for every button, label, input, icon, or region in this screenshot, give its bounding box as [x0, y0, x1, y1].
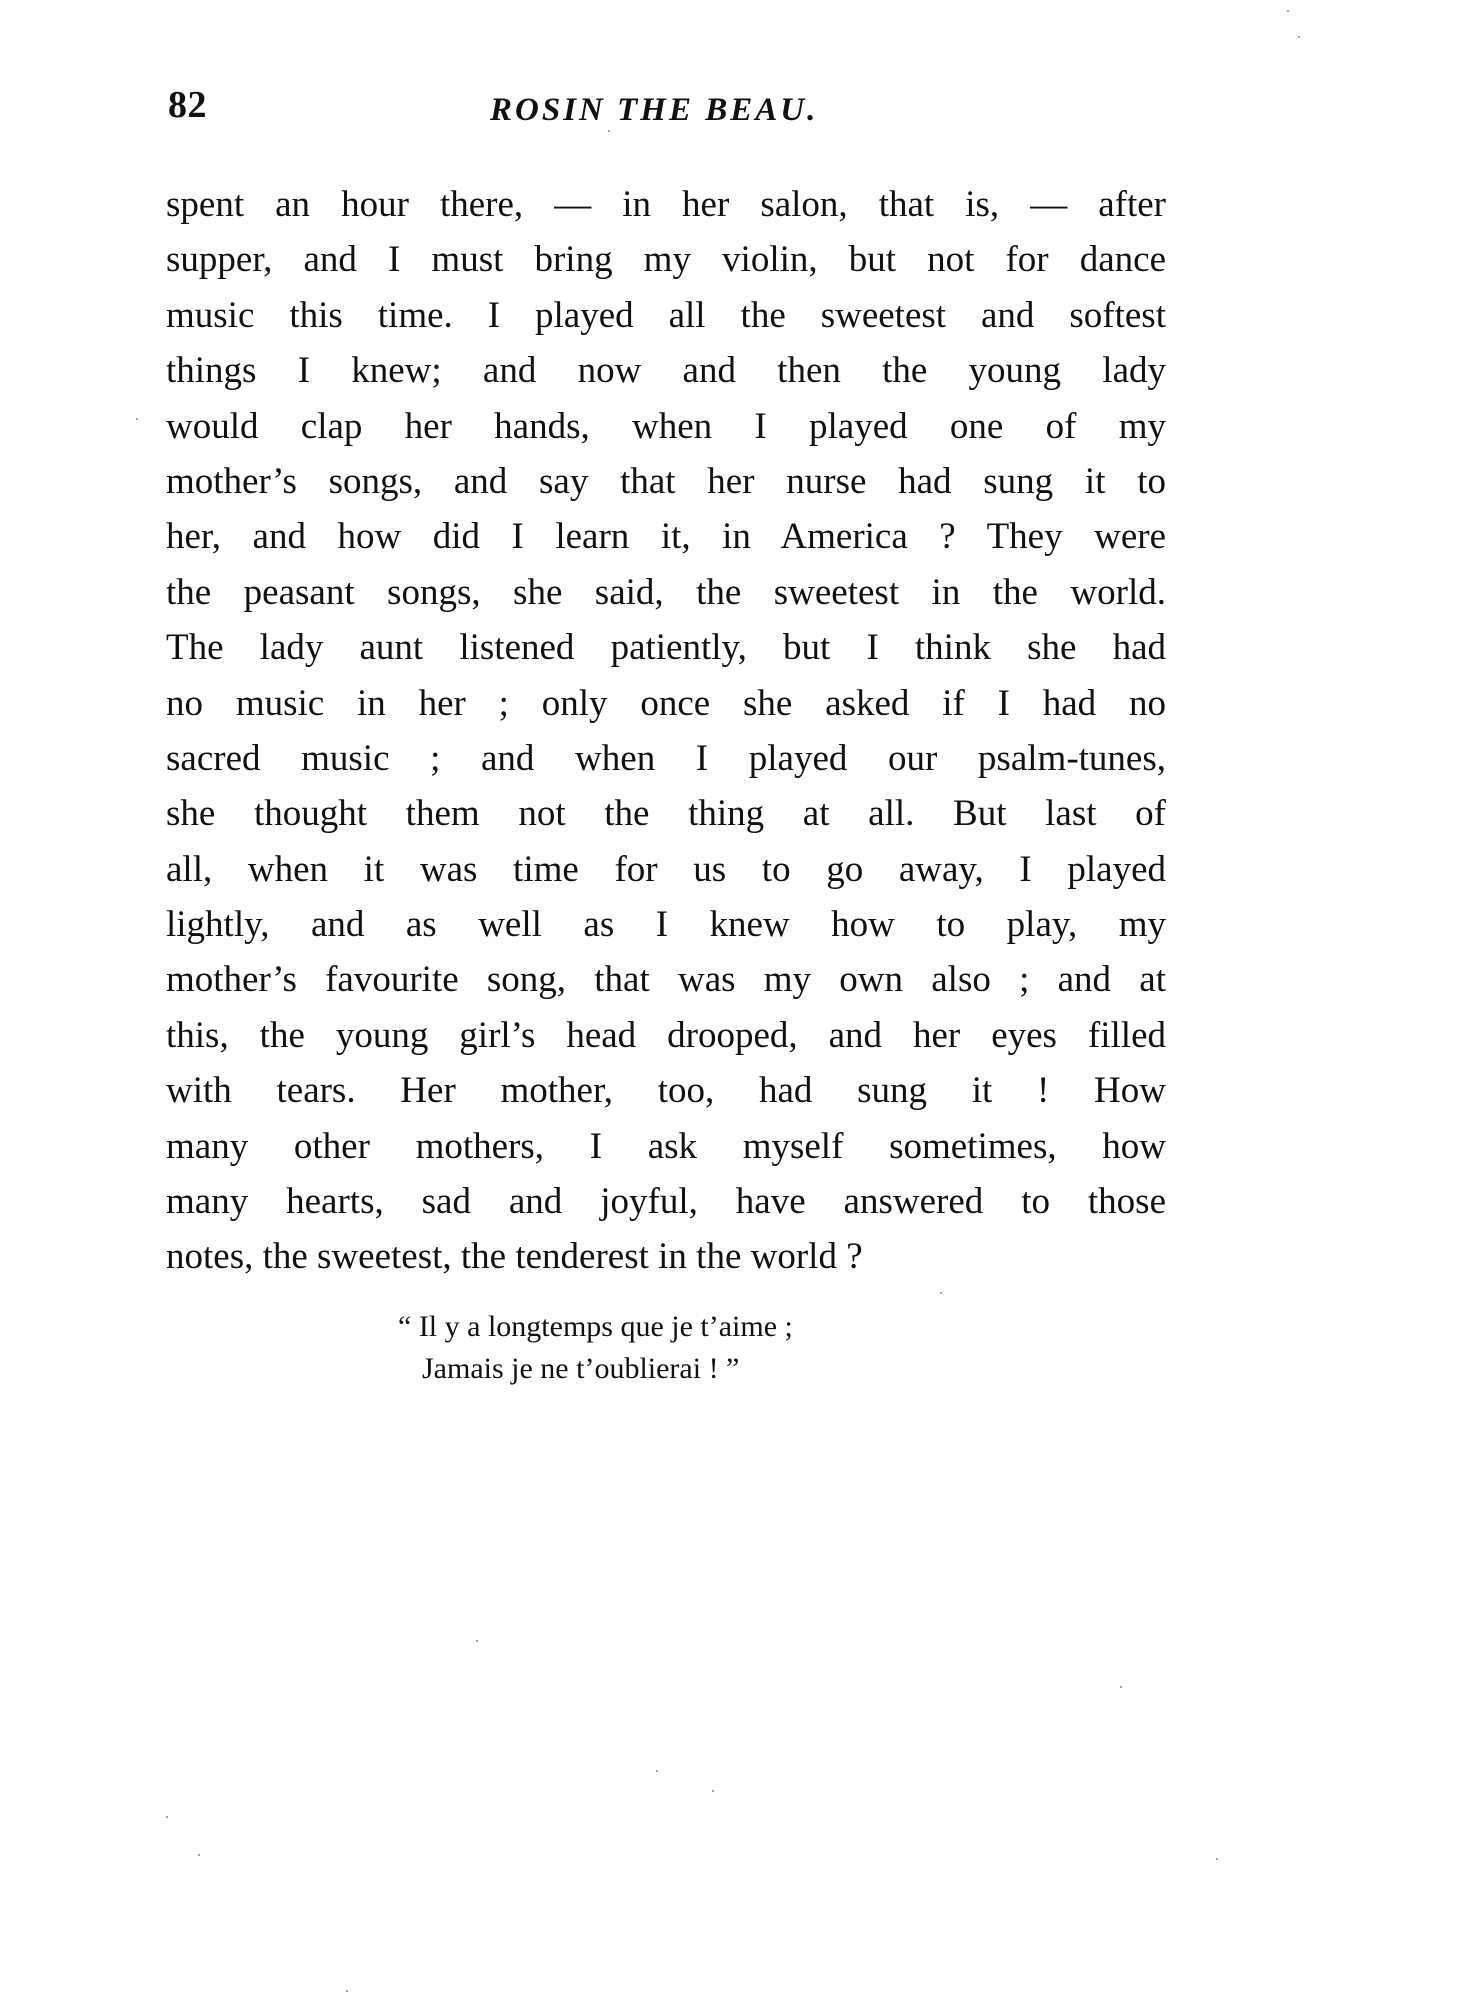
text-line-3: music this time. I played all the sweetest and softest — [166, 294, 1166, 336]
scan-speck — [940, 1292, 942, 1294]
page-number: 82 — [168, 84, 207, 126]
text-line-2: supper, and I must bring my violin, but not for dance — [166, 239, 1166, 281]
scan-speck — [1216, 1858, 1218, 1860]
text-line-11: sacred music ; and when I played our psalm-tunes, — [166, 737, 1166, 779]
scan-speck — [1298, 36, 1300, 38]
text-line-1: spent an hour there, — in her salon, that is, — after — [166, 184, 1166, 225]
scan-speck — [1287, 10, 1289, 12]
scan-speck — [166, 1816, 168, 1818]
scan-speck — [136, 418, 138, 420]
scan-speck — [476, 1640, 478, 1642]
text-line-19: many hearts, sad and joyful, have answered to those — [166, 1181, 1166, 1223]
scan-speck — [712, 1790, 714, 1792]
text-line-17: with tears. Her mother, too, had sung it ! How — [166, 1070, 1166, 1112]
scan-speck — [346, 1990, 348, 1992]
verse-quotation — [398, 1306, 793, 1390]
verse-line-2: Jamais je ne t’oublierai ! ” — [422, 1352, 740, 1385]
text-line-14: lightly, and as well as I knew how to play, my — [166, 904, 1166, 946]
text-line-8: the peasant songs, she said, the sweetest in the world. — [166, 571, 1166, 613]
text-line-7: her, and how did I learn it, in America ? They were — [166, 516, 1166, 558]
text-line-10: no music in her ; only once she asked if I had no — [166, 682, 1166, 724]
text-line-5: would clap her hands, when I played one of my — [166, 405, 1166, 447]
text-line-18: many other mothers, I ask myself sometimes, how — [166, 1125, 1166, 1167]
scan-speck — [198, 1854, 200, 1856]
verse-line-1: “ Il y a longtemps que je t’aime ; — [398, 1310, 793, 1343]
text-line-6: mother’s songs, and say that her nurse had sung it to — [166, 460, 1166, 502]
scan-speck — [1120, 1686, 1122, 1688]
scan-speck — [608, 130, 610, 132]
text-line-13: all, when it was time for us to go away, I played — [166, 848, 1166, 890]
text-line-20: notes, the sweetest, the tenderest in the world ? — [166, 1236, 863, 1278]
text-line-9: The lady aunt listened patiently, but I think she had — [166, 627, 1166, 669]
running-title: ROSIN THE BEAU. — [490, 92, 819, 128]
scan-speck — [656, 1770, 658, 1772]
text-line-12: she thought them not the thing at all. But last of — [166, 793, 1166, 835]
text-line-4: things I knew; and now and then the young lady — [166, 350, 1166, 392]
body-paragraph — [166, 177, 1166, 1285]
text-line-15: mother’s favourite song, that was my own also ; and at — [166, 959, 1166, 1001]
text-line-16: this, the young girl’s head drooped, and her eyes filled — [166, 1014, 1166, 1056]
